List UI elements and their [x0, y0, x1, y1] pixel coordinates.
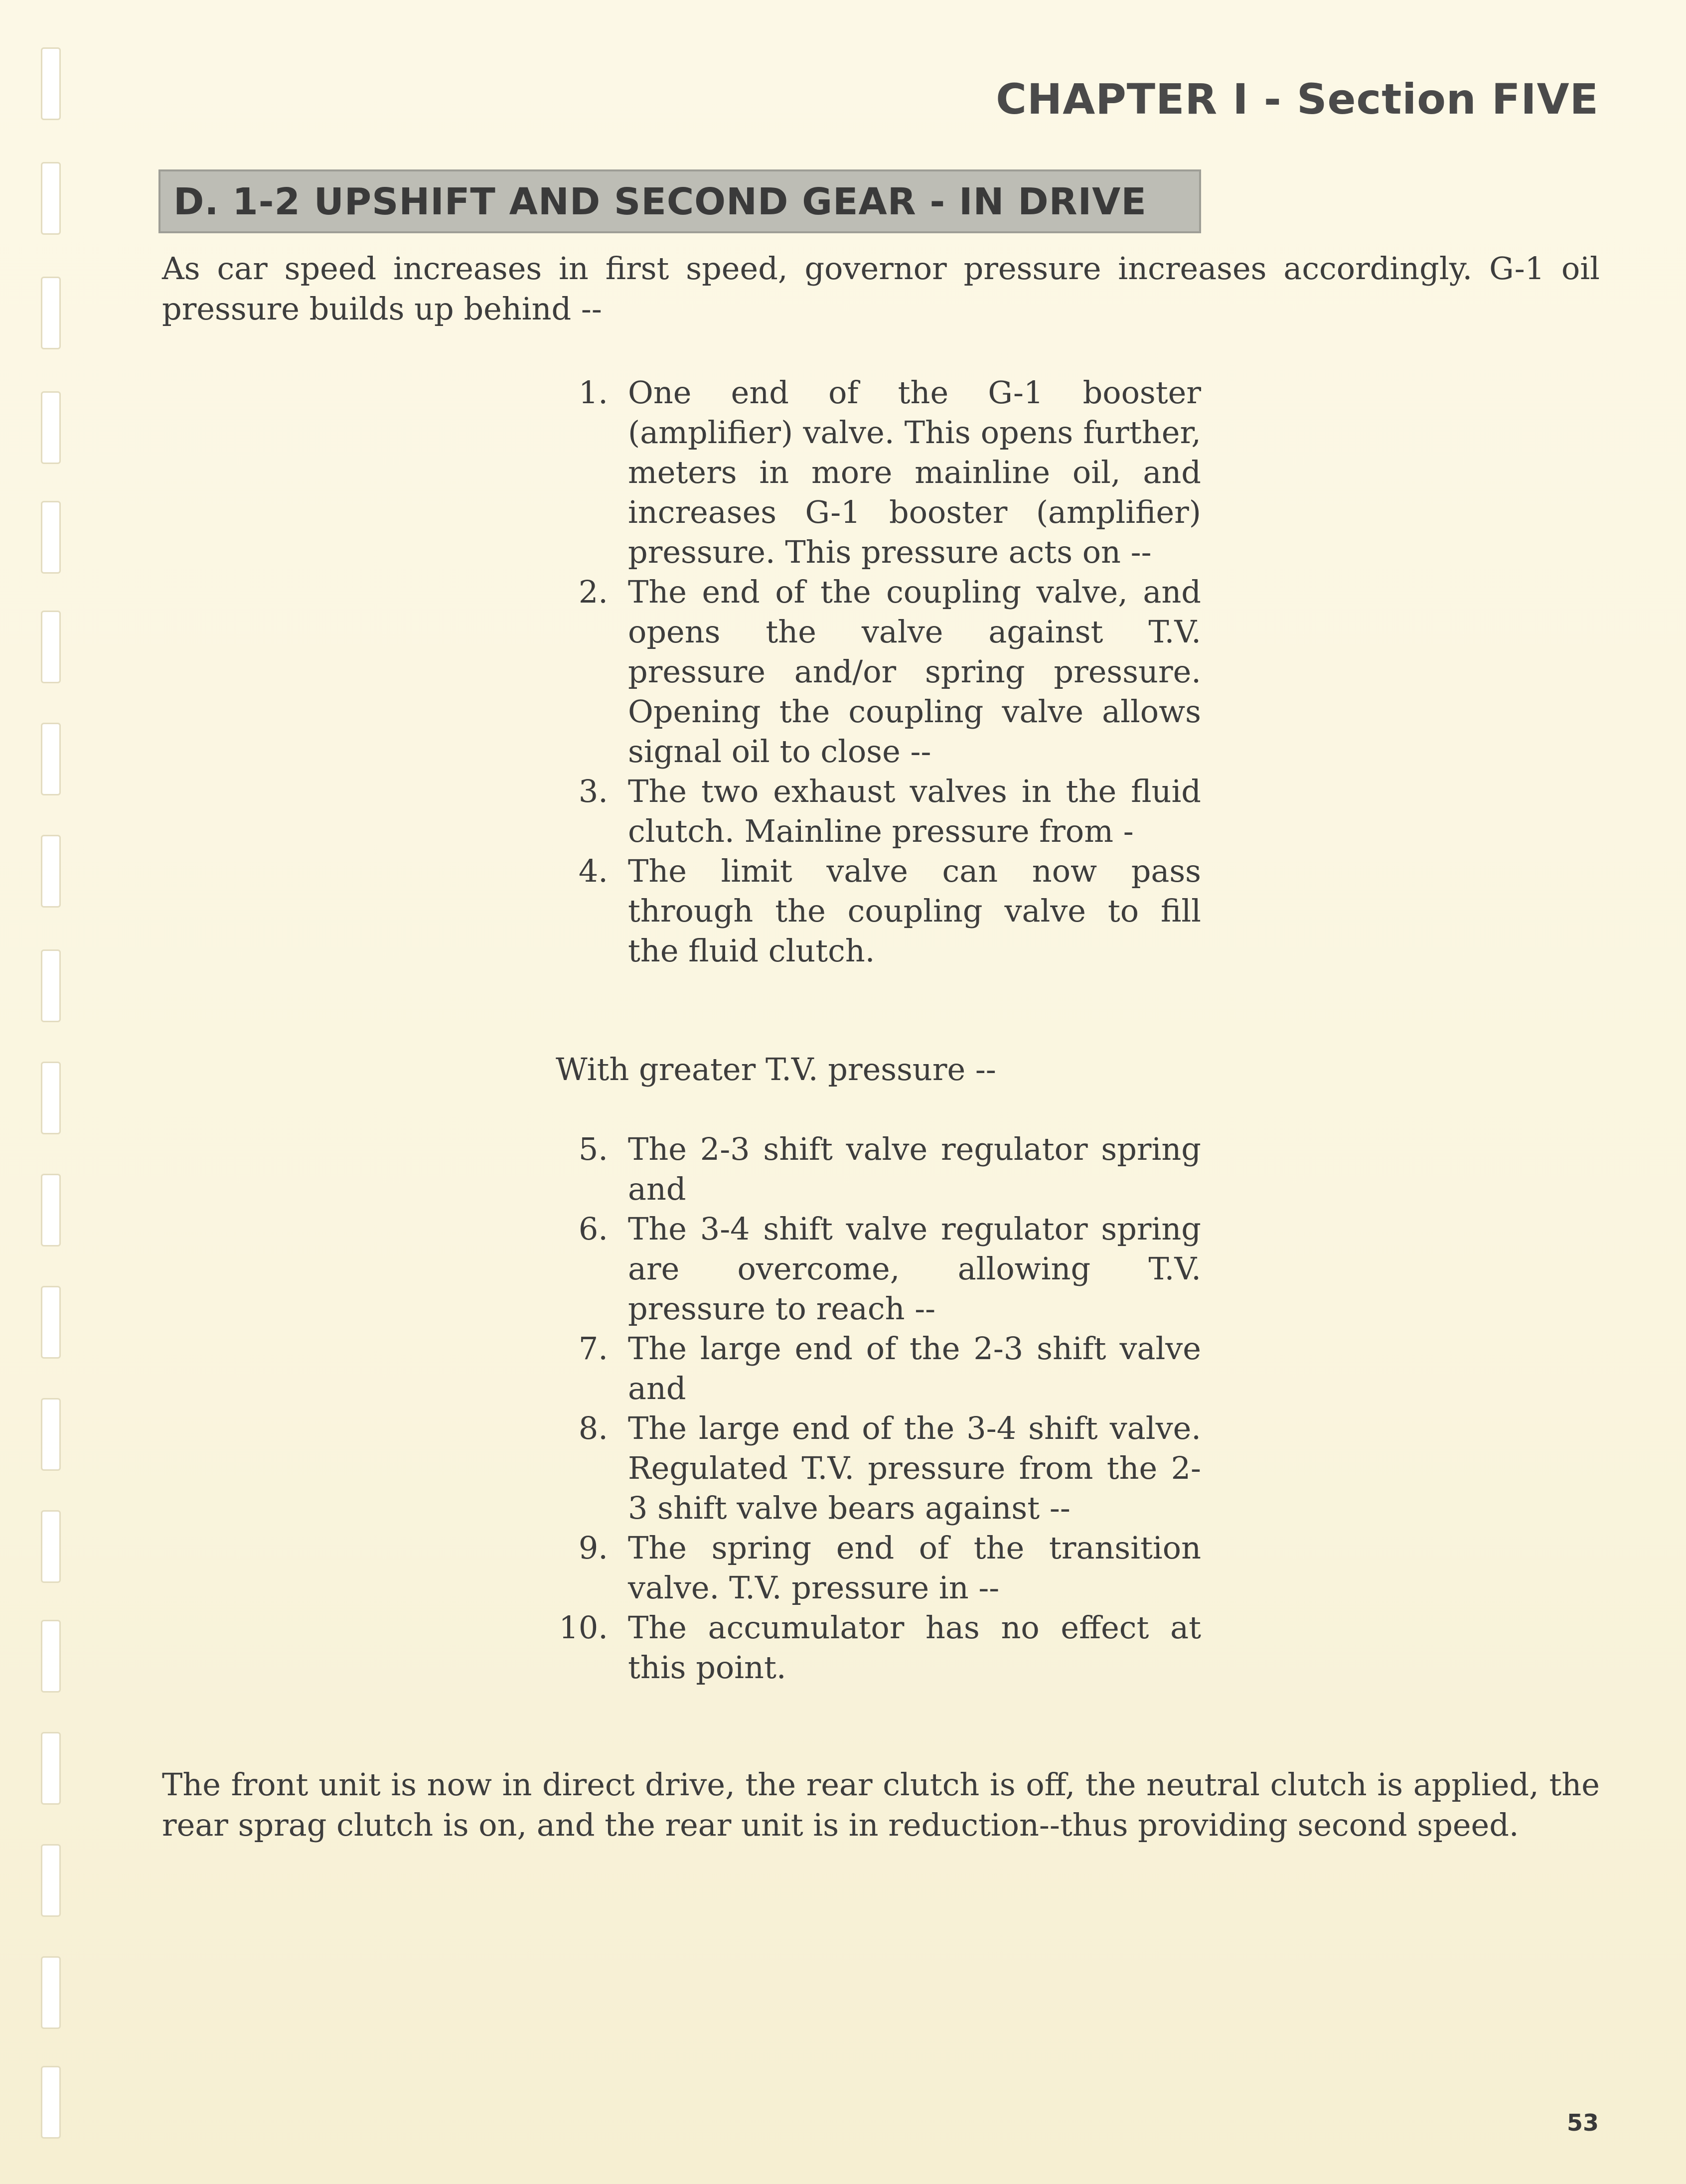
list-item-number: 6.	[578, 1211, 608, 1247]
punch-hole	[41, 949, 61, 1022]
list-item-text: One end of the G-1 booster (amplifier) valve. This opens further, meters in more mainline oil, and increases G-1 booster (amplifier) pressure. This pressure acts on --	[628, 374, 1201, 570]
list-item	[553, 1329, 1201, 1408]
list-item-number: 3.	[578, 773, 608, 809]
punch-hole	[41, 1398, 61, 1471]
punch-hole	[41, 2066, 61, 2139]
list-item	[553, 572, 1201, 772]
punch-hole	[41, 1062, 61, 1134]
list-item-text: The large end of the 2-3 shift valve and	[628, 1330, 1201, 1406]
list-item-text: The limit valve can now pass through the coupling valve to fill the fluid clutch.	[628, 853, 1201, 969]
page-number: 53	[1566, 2109, 1599, 2136]
step-list-1	[553, 373, 1201, 971]
transition-line: With greater T.V. pressure --	[556, 1051, 996, 1088]
list-item-number: 5.	[578, 1131, 608, 1167]
punch-hole	[41, 47, 61, 120]
section-title: D. 1-2 UPSHIFT AND SECOND GEAR - IN DRIVE	[173, 180, 1147, 223]
list-item-number: 4.	[578, 853, 608, 889]
list-item	[553, 851, 1201, 971]
list-item-number: 1.	[578, 374, 608, 411]
punch-hole	[41, 1510, 61, 1583]
punch-hole	[41, 723, 61, 795]
punch-hole	[41, 162, 61, 235]
list-item	[553, 1209, 1201, 1329]
list-item	[553, 1608, 1201, 1688]
closing-paragraph: The front unit is now in direct drive, the rear clutch is off, the neutral clutch is applied, the rear sprag clutch is on, and the rear unit is in reduction--thus providing second speed.	[162, 1766, 1600, 1843]
list-item-number: 10.	[559, 1609, 608, 1646]
punch-hole	[41, 1956, 61, 2029]
punch-hole	[41, 611, 61, 683]
punch-hole	[41, 391, 61, 464]
list-item-number: 7.	[578, 1330, 608, 1367]
punch-hole	[41, 1286, 61, 1359]
punch-hole	[41, 1620, 61, 1693]
punch-hole	[41, 277, 61, 349]
list-item-number: 2.	[578, 574, 608, 610]
list-item	[553, 373, 1201, 572]
list-item-text: The large end of the 3-4 shift valve. Regulated T.V. pressure from the 2-3 shift valve bears against --	[628, 1410, 1201, 1526]
list-item	[553, 1408, 1201, 1528]
punch-hole	[41, 1732, 61, 1805]
list-item-number: 9.	[578, 1530, 608, 1566]
punch-hole	[41, 501, 61, 574]
punch-hole	[41, 1844, 61, 1917]
list-item-text: The 3-4 shift valve regulator spring are overcome, allowing T.V. pressure to reach --	[628, 1211, 1201, 1327]
list-item-text: The accumulator has no effect at this point.	[628, 1609, 1201, 1686]
punch-hole	[41, 835, 61, 908]
list-item-text: The end of the coupling valve, and opens the valve against T.V. pressure and/or spring pressure. Opening the coupling valve allows signal oil to close --	[628, 574, 1201, 770]
list-item	[553, 772, 1201, 851]
list-item-text: The 2-3 shift valve regulator spring and	[628, 1131, 1201, 1207]
list-item-text: The two exhaust valves in the fluid clutch. Mainline pressure from -	[628, 773, 1201, 849]
chapter-heading: CHAPTER I - Section FIVE	[996, 75, 1599, 124]
punch-hole	[41, 1174, 61, 1247]
list-item-text: The spring end of the transition valve. T.V. pressure in --	[628, 1530, 1201, 1606]
list-item	[553, 1129, 1201, 1209]
list-item	[553, 1528, 1201, 1608]
intro-paragraph: As car speed increases in first speed, governor pressure increases accordingly. G-1 oil pressure builds up behind --	[162, 250, 1600, 327]
step-list-2	[553, 1129, 1201, 1688]
list-item-number: 8.	[578, 1410, 608, 1446]
